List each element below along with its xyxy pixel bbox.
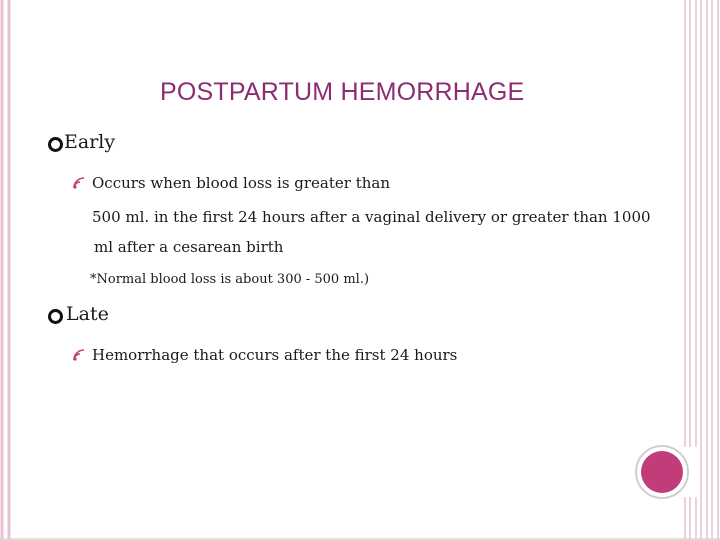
early-line-3: ml after a cesarean birth — [94, 238, 284, 256]
slide-title: POSTPARTUM HEMORRHAGE — [160, 78, 525, 106]
early-note: *Normal blood loss is about 300 - 500 ml.) — [90, 272, 370, 287]
section-heading-early: Early — [64, 131, 116, 153]
early-line-2: 500 ml. in the first 24 hours after a vaginal delivery or greater than 1000 — [92, 208, 651, 226]
wifi-bullet-icon — [72, 176, 90, 190]
early-line-1: Occurs when blood loss is greater than — [92, 174, 391, 192]
bullet-circle-icon — [48, 137, 63, 152]
bullet-circle-icon — [48, 309, 63, 324]
late-line-1: Hemorrhage that occurs after the first 24 hours — [92, 346, 458, 364]
section-heading-late: Late — [66, 303, 109, 325]
decorative-circle-inner — [641, 451, 683, 493]
wifi-bullet-icon — [72, 348, 90, 362]
